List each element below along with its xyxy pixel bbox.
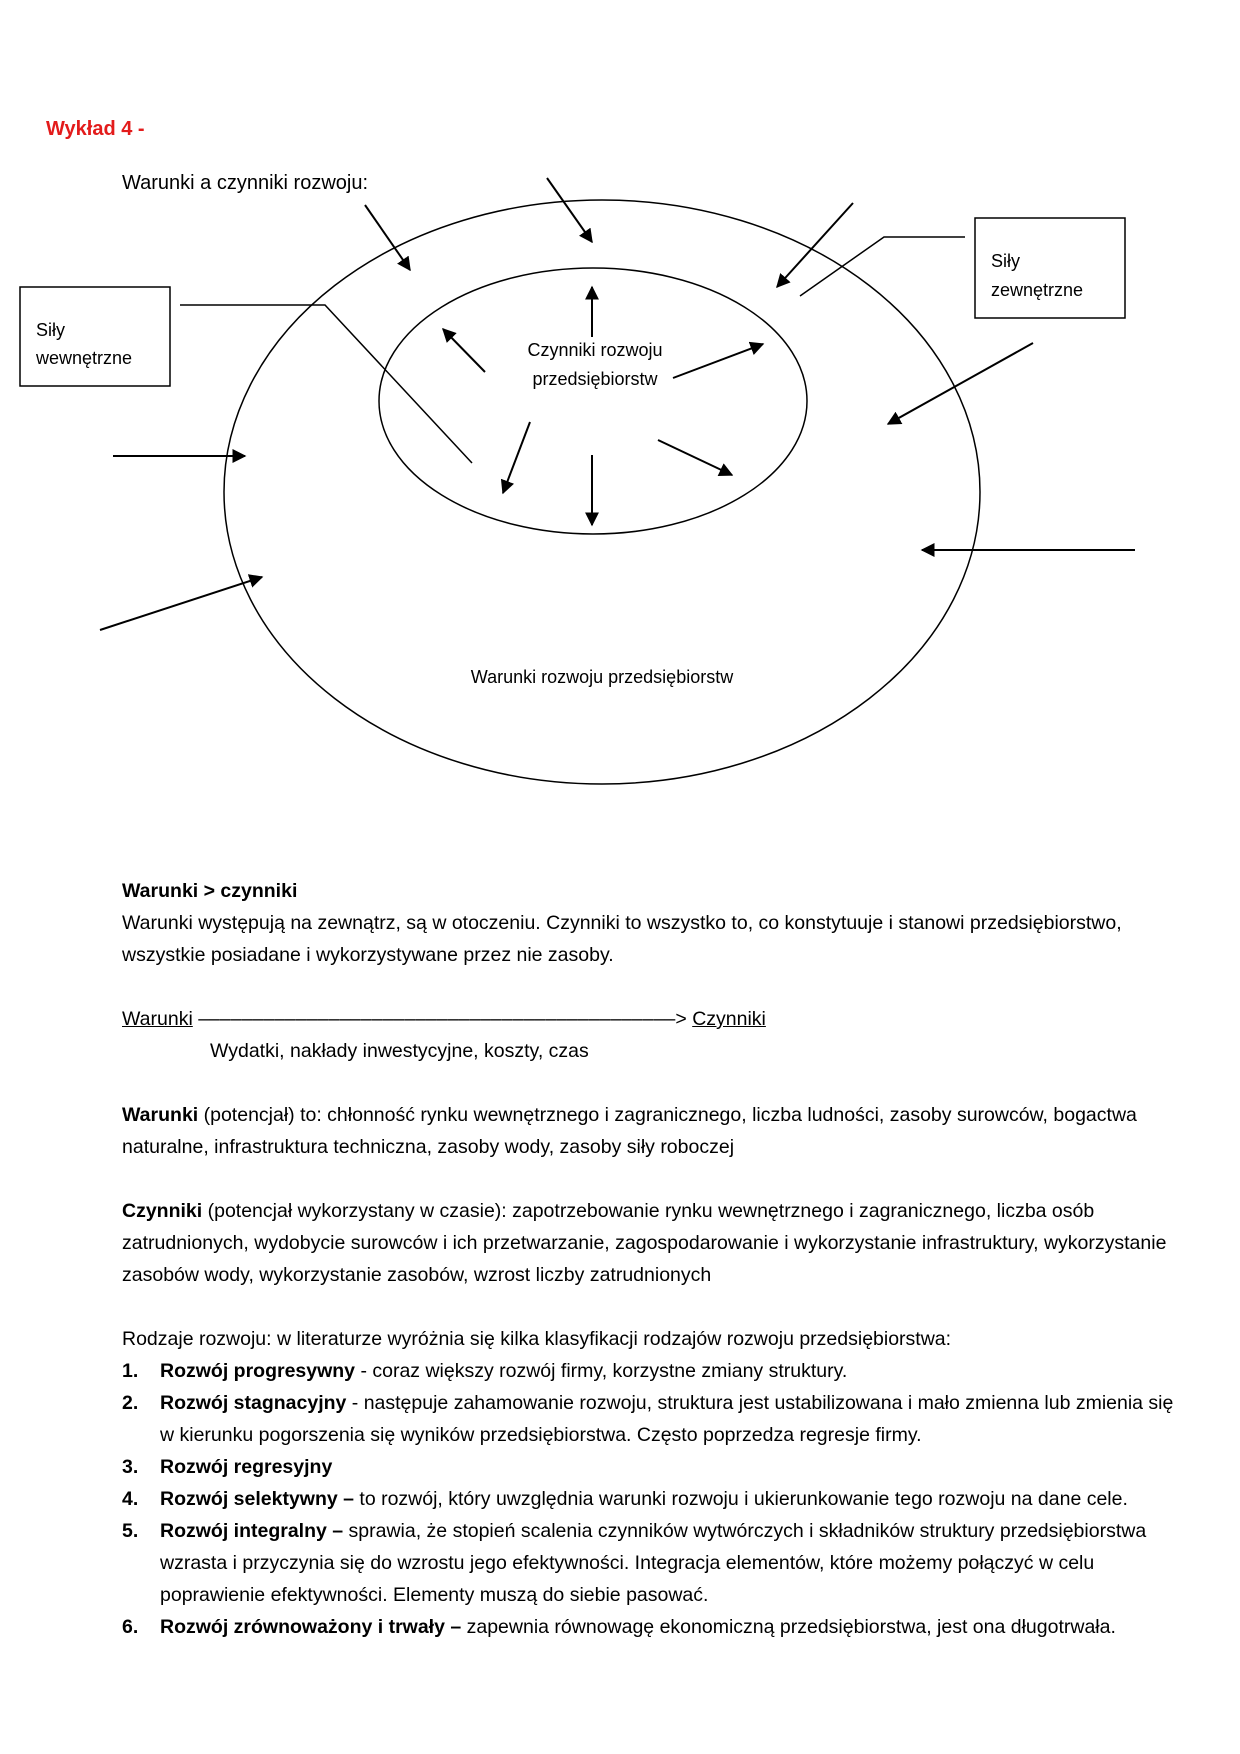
list-number: 5.	[122, 1520, 139, 1542]
internal-forces-label-2: wewnętrzne	[36, 348, 133, 368]
inner-arrows	[443, 287, 763, 525]
lecture-title: Wykład 4 -	[46, 118, 145, 140]
type-description: sprawia, że stopień scalenia czynników wytwórczych i składników struktury przedsiębiorstwa wzrasta i przyczynia się do wzrostu jego efektywności. Integracja elementów, które możemy połączyć w celu poprawienie efektywności. Elementy muszą do siebie pasować.	[160, 1520, 1147, 1606]
type-name: Rozwój integralny –	[160, 1520, 344, 1542]
development-types-list	[122, 1355, 1192, 1643]
list-number: 1.	[122, 1360, 139, 1382]
diagram-title: Warunki a czynniki rozwoju:	[122, 172, 369, 194]
internal-forces-label-1: Siły	[36, 320, 66, 340]
flow-from: Warunki	[122, 1008, 193, 1030]
list-item	[122, 1611, 1192, 1643]
development-diagram	[0, 0, 1240, 800]
flow-line	[122, 1003, 1192, 1035]
type-name: Rozwój regresyjny	[160, 1456, 333, 1478]
list-number: 3.	[122, 1456, 139, 1478]
type-name: Rozwój selektywny –	[160, 1488, 354, 1510]
inner-label-1: Czynniki rozwoju	[527, 340, 663, 360]
external-forces-label-2: zewnętrzne	[991, 280, 1084, 300]
warunki-definition: Warunki (potencjał) to: chłonność rynku wewnętrznego i zagranicznego, liczba ludności, zasoby surowców, bogactwa naturalne, infrastruktura techniczna, zasoby wody, zasoby siły roboczej	[122, 1104, 1137, 1158]
type-name: Rozwój progresywny	[160, 1360, 356, 1382]
arrow-outer-left-lower	[100, 577, 262, 630]
types-intro: Rodzaje rozwoju: w literaturze wyróżnia się kilka klasyfikacji rodzajów rozwoju przedsiębiorstwa:	[122, 1328, 952, 1350]
arrow-outer-top	[547, 178, 592, 242]
list-item	[122, 1515, 1192, 1611]
type-description: - następuje zahamowanie rozwoju, struktura jest ustabilizowana i mało zmienna lub zmienia się w kierunku pogorszenia się wyników przedsiębiorstwa. Często poprzedza regresje firmy.	[160, 1392, 1174, 1446]
content	[122, 875, 1192, 1643]
arrow-outer-right-upper	[888, 343, 1033, 424]
list-item	[122, 1355, 1192, 1387]
flow-arrow: ––––––––––––––––––––––––––––––––––––––––––––>	[192, 1008, 693, 1030]
flow-caption: Wydatki, nakłady inwestycyjne, koszty, czas	[210, 1040, 589, 1062]
list-item	[122, 1483, 1192, 1515]
section-paragraph: Warunki występują na zewnątrz, są w otoczeniu. Czynniki to wszystko to, co konstytuuje i stanowi przedsiębiorstwo, wszystkie posiadane i wykorzystywane przez nie zasoby.	[122, 912, 1122, 966]
list-number: 6.	[122, 1616, 139, 1638]
internal-forces-connector	[180, 305, 472, 463]
czynniki-definition: Czynniki (potencjał wykorzystany w czasie): zapotrzebowanie rynku wewnętrznego i zagranicznego, liczba osób zatrudnionych, wydobycie surowców i ich przetwarzanie, zagospodarowanie i wykorzystanie infrastruktury, wykorzystanie zasobów wody, wykorzystanie zasobów, wzrost liczby zatrudnionych	[122, 1200, 1167, 1286]
external-forces-label-1: Siły	[991, 251, 1021, 271]
type-name: Rozwój stagnacyjny	[160, 1392, 347, 1414]
list-number: 2.	[122, 1392, 139, 1414]
flow-to: Czynniki	[692, 1008, 766, 1030]
list-item	[122, 1387, 1192, 1451]
outer-label: Warunki rozwoju przedsiębiorstw	[470, 667, 734, 687]
type-description: to rozwój, który uwzględnia warunki rozwoju i ukierunkowanie tego rozwoju na dane cele.	[353, 1488, 1128, 1510]
external-forces-connector	[800, 237, 965, 296]
arrow-outer-topright	[777, 203, 853, 287]
list-item	[122, 1451, 1192, 1483]
type-description: zapewnia równowagę ekonomiczną przedsiębiorstwa, jest ona długotrwała.	[461, 1616, 1116, 1638]
inner-label-2: przedsiębiorstw	[532, 369, 658, 389]
type-description: - coraz większy rozwój firmy, korzystne zmiany struktury.	[355, 1360, 848, 1382]
arrow-inner-downleft	[503, 422, 530, 493]
arrow-inner-downright	[658, 440, 732, 475]
arrow-inner-upright	[673, 344, 763, 378]
list-number: 4.	[122, 1488, 139, 1510]
section-heading: Warunki > czynniki	[122, 880, 298, 902]
type-name: Rozwój zrównoważony i trwały –	[160, 1616, 462, 1638]
arrow-inner-upleft	[443, 329, 485, 372]
outer-ellipse	[224, 200, 980, 784]
